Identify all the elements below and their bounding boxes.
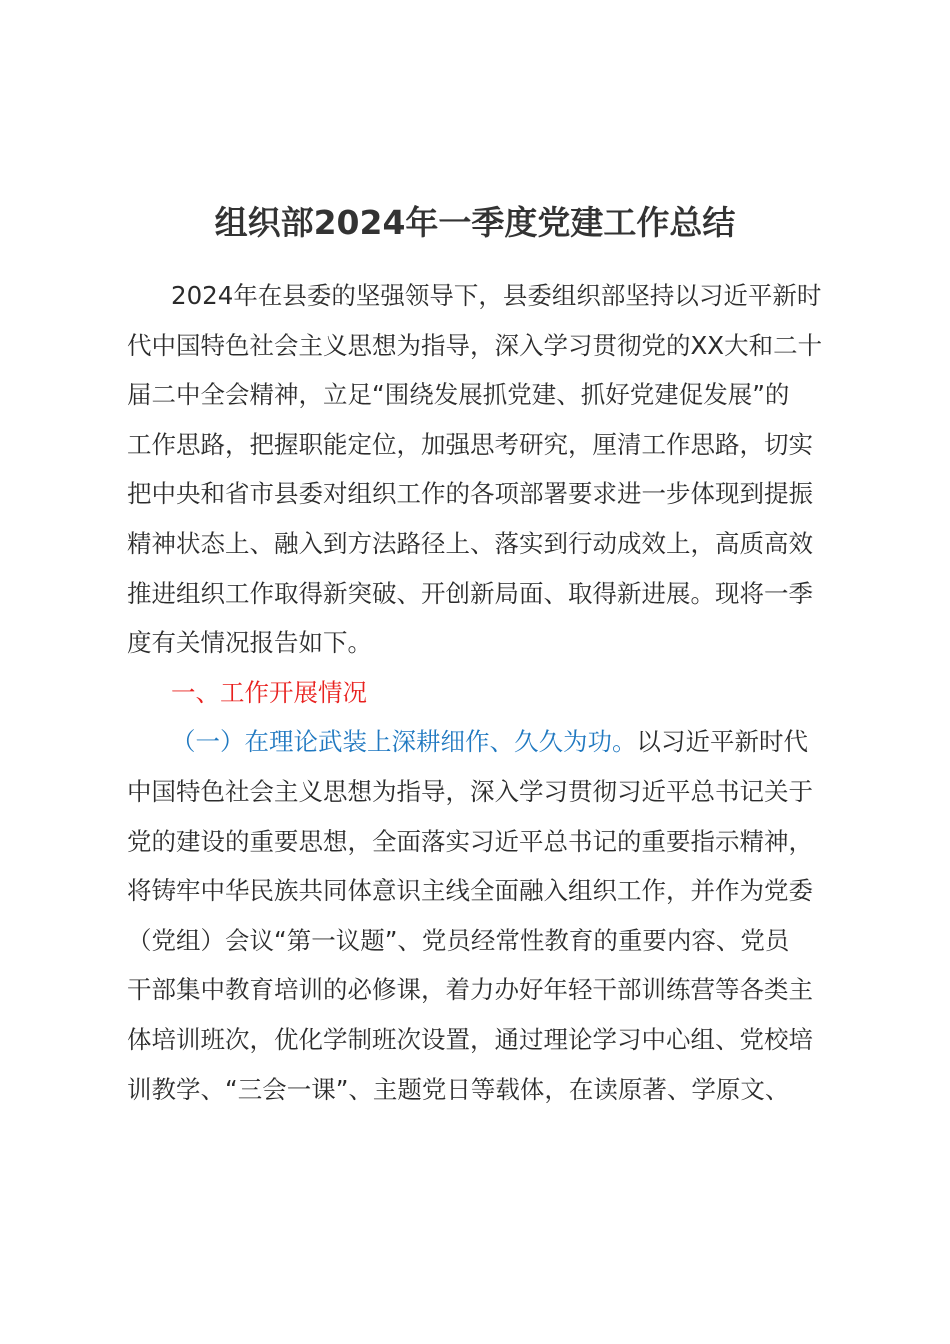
paragraph-line: 推进组织工作取得新突破、开创新局面、取得新进展。现将一季 bbox=[127, 578, 813, 608]
paragraph-line: 精神状态上、融入到方法路径上、落实到行动成效上，高质高效 bbox=[127, 528, 813, 558]
paragraph-line: 度有关情况报告如下。 bbox=[127, 628, 372, 658]
paragraph-line: 把中央和省市县委对组织工作的各项部署要求进一步体现到提振 bbox=[127, 479, 813, 509]
document-title: 组织部2024年一季度党建工作总结 bbox=[214, 203, 736, 242]
subsection-heading: （一）在理论武装上深耕细作、久久为功。 bbox=[171, 727, 637, 757]
paragraph-line: 届二中全会精神，立足“围绕发展抓党建、抓好党建促发展”的 bbox=[127, 380, 790, 410]
paragraph-line: （党组）会议“第一议题”、党员经常性教育的重要内容、党员 bbox=[127, 925, 790, 955]
subsection-first-line bbox=[127, 717, 847, 767]
paragraph-line: 党的建设的重要思想，全面落实习近平总书记的重要指示精神， bbox=[127, 826, 813, 856]
paragraph-line: 体培训班次，优化学制班次设置，通过理论学习中心组、党校培 bbox=[127, 1024, 813, 1054]
paragraph-line: 干部集中教育培训的必修课，着力办好年轻干部训练营等各类主 bbox=[127, 975, 813, 1005]
subsection-line-rest: 以习近平新时代 bbox=[636, 727, 808, 757]
intro-paragraph bbox=[127, 271, 847, 1114]
paragraph-line: 训教学、“三会一课”、主题党日等载体，在读原著、学原文、 bbox=[127, 1074, 790, 1104]
paragraph-line: 将铸牢中华民族共同体意识主线全面融入组织工作，并作为党委 bbox=[127, 876, 813, 906]
paragraph-line: 代中国特色社会主义思想为指导，深入学习贯彻党的XX大和二十 bbox=[127, 330, 823, 360]
section-heading: 一、工作开展情况 bbox=[171, 677, 367, 707]
paragraph-line: 2024年在县委的坚强领导下，县委组织部坚持以习近平新时 bbox=[171, 281, 822, 310]
paragraph-line: 工作思路，把握职能定位，加强思考研究，厘清工作思路，切实 bbox=[127, 429, 813, 459]
paragraph-line: 中国特色社会主义思想为指导，深入学习贯彻习近平总书记关于 bbox=[127, 776, 813, 806]
